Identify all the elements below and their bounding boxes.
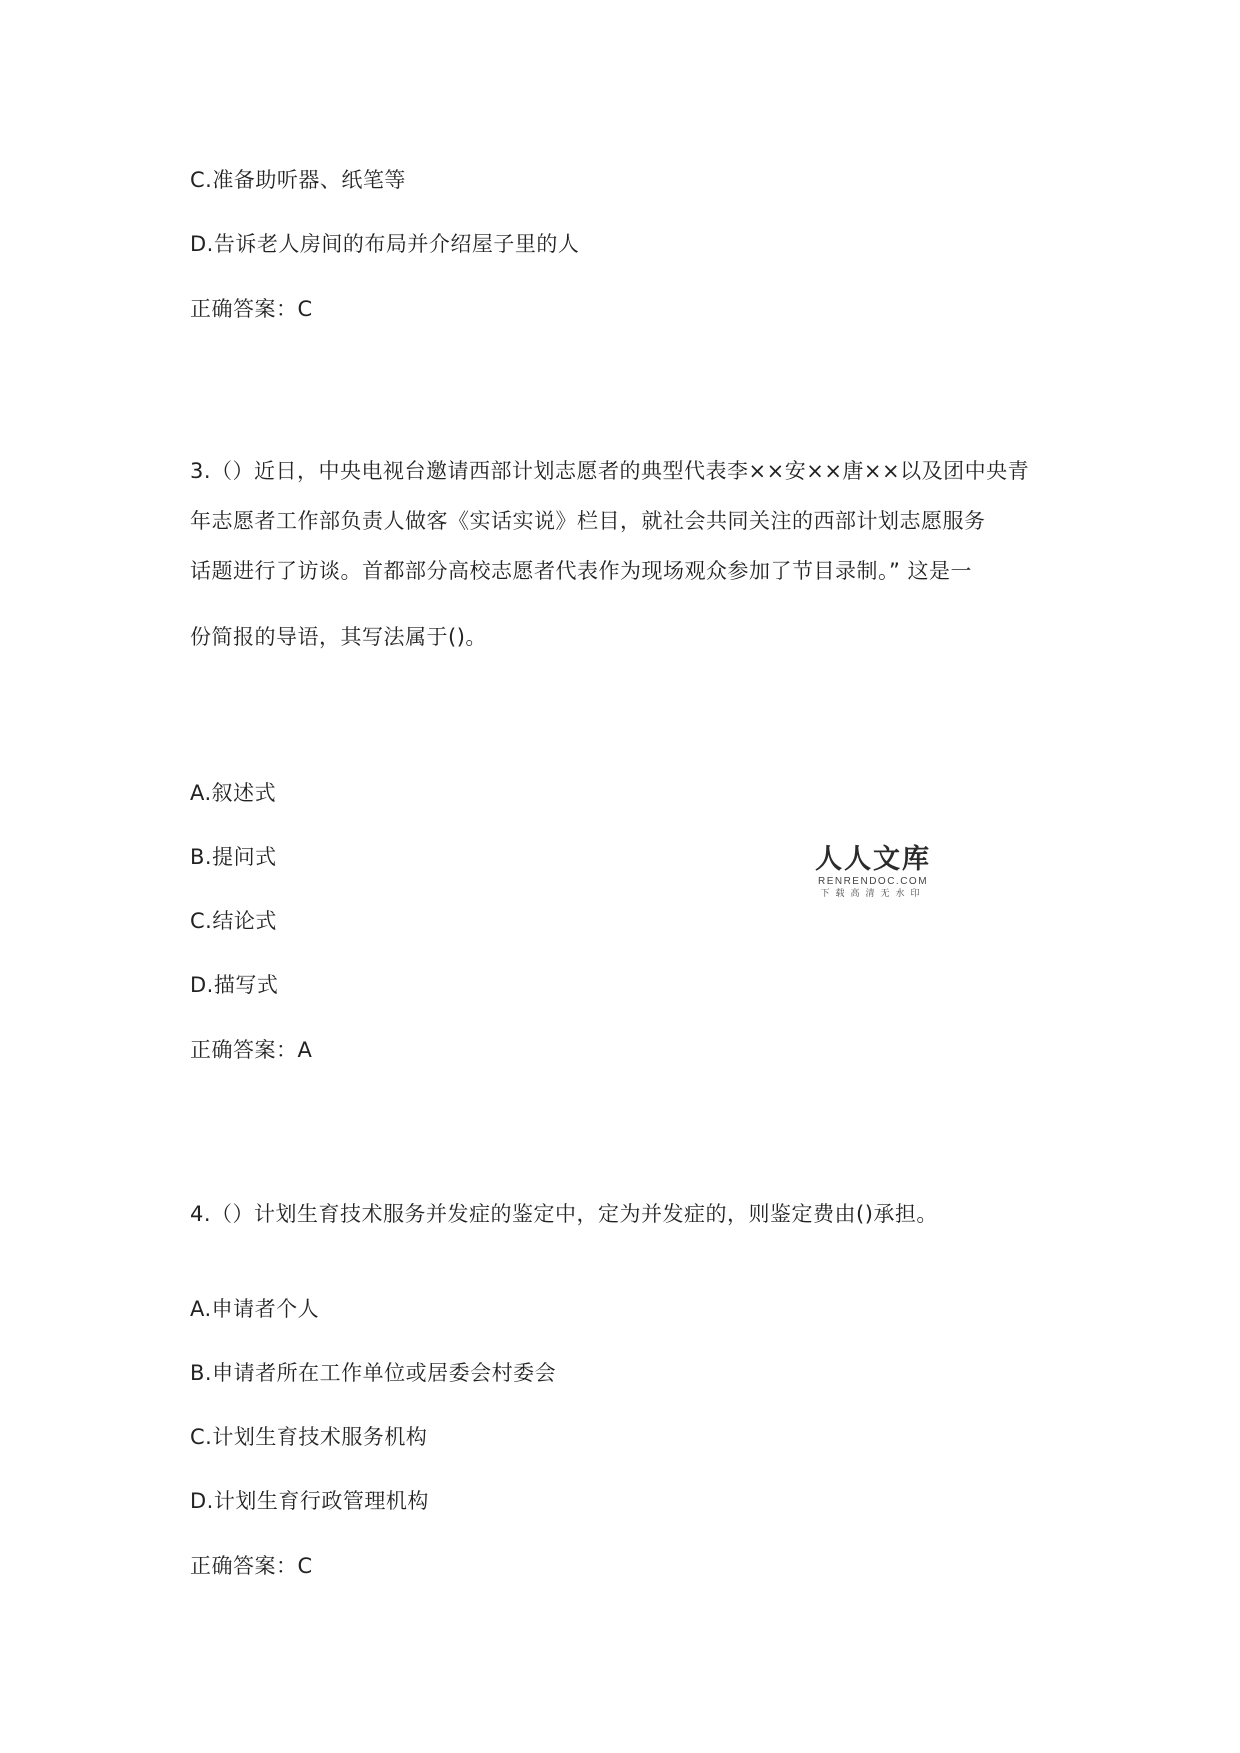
q3-option-d: D.描写式 bbox=[190, 973, 279, 997]
q4-option-c: C.计划生育技术服务机构 bbox=[190, 1425, 428, 1449]
watermark-brand: 人人文库 bbox=[815, 844, 931, 875]
q4-option-b: B.申请者所在工作单位或居委会村委会 bbox=[190, 1361, 557, 1385]
q4-stem: 4.（）计划生育技术服务并发症的鉴定中，定为并发症的，则鉴定费由()承担。 bbox=[190, 1202, 938, 1226]
q3-stem bbox=[190, 456, 1070, 652]
q3-stem-line: 3.（）近日，中央电视台邀请西部计划志愿者的典型代表李××安××唐××以及团中央青 bbox=[190, 459, 1030, 483]
q4-option-a: A.申请者个人 bbox=[190, 1297, 320, 1321]
q3-stem-line: 份简报的导语，其写法属于()。 bbox=[190, 625, 487, 649]
q3-option-b: B.提问式 bbox=[190, 845, 277, 869]
q4-answer: 正确答案：C bbox=[190, 1554, 313, 1578]
q3-stem-line: 话题进行了访谈。首都部分高校志愿者代表作为现场观众参加了节目录制。” 这是一 bbox=[190, 559, 973, 583]
q2-option-c: C.准备助听器、纸笔等 bbox=[190, 168, 406, 192]
q2-answer: 正确答案：C bbox=[190, 297, 313, 321]
q4-option-d: D.计划生育行政管理机构 bbox=[190, 1489, 429, 1513]
q3-option-c: C.结论式 bbox=[190, 909, 277, 933]
watermark-logo bbox=[808, 844, 938, 900]
q3-stem-line: 年志愿者工作部负责人做客《实话实说》栏目，就社会共同关注的西部计划志愿服务 bbox=[190, 509, 986, 533]
q2-option-d: D.告诉老人房间的布局并介绍屋子里的人 bbox=[190, 232, 580, 256]
q3-option-a: A.叙述式 bbox=[190, 781, 277, 805]
watermark-domain: RENRENDOC.COM bbox=[817, 876, 929, 887]
watermark-tagline: 下载高清无水印 bbox=[820, 889, 926, 899]
q3-answer: 正确答案：A bbox=[190, 1038, 313, 1062]
